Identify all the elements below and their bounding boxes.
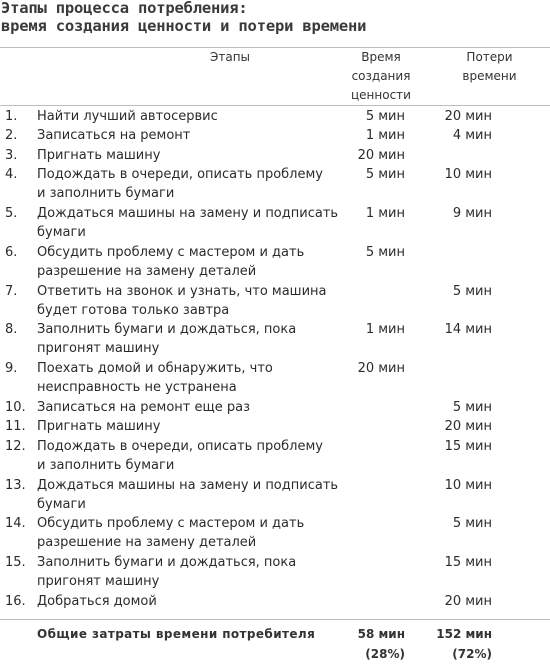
row-stage bbox=[37, 320, 342, 358]
row-stage-line: Поехать домой и обнаружить, что bbox=[37, 361, 273, 376]
total-rule bbox=[0, 619, 550, 620]
header-value-time bbox=[343, 48, 419, 105]
row-stage-line: пригонят машину bbox=[37, 574, 160, 589]
header-lost-time-line: Потери bbox=[466, 50, 513, 64]
row-stage bbox=[37, 553, 342, 591]
row-lost-time: 20 мин bbox=[444, 419, 492, 434]
row-value-time: 1 мин bbox=[365, 322, 405, 337]
row-stage bbox=[37, 476, 342, 514]
row-stage-line: Пригнать машину bbox=[37, 419, 161, 434]
row-number: 5. bbox=[5, 206, 18, 221]
row-number: 16. bbox=[5, 594, 26, 609]
row-stage bbox=[37, 204, 342, 242]
row-stage-line: Подождать в очереди, описать проблему bbox=[37, 167, 323, 182]
header-bottom-rule bbox=[0, 105, 550, 106]
row-number: 13. bbox=[5, 478, 26, 493]
row-lost-time: 9 мин bbox=[452, 206, 492, 221]
row-number: 4. bbox=[5, 167, 18, 182]
row-stage bbox=[37, 126, 342, 145]
row-stage-line: Заполнить бумаги и дождаться, пока bbox=[37, 555, 297, 570]
row-stage-line: разрешение на замену деталей bbox=[37, 535, 257, 550]
row-stage-line: неисправность не устранена bbox=[37, 380, 237, 395]
page-title bbox=[1, 0, 541, 35]
row-lost-time: 5 мин bbox=[452, 516, 492, 531]
row-stage-line: Заполнить бумаги и дождаться, пока bbox=[37, 322, 297, 337]
row-lost-time: 4 мин bbox=[452, 128, 492, 143]
row-lost-time: 15 мин bbox=[444, 555, 492, 570]
row-stage-line: будет готова только завтра bbox=[37, 303, 230, 318]
row-stage-line: разрешение на замену деталей bbox=[37, 264, 257, 279]
row-stage-line: Найти лучший автосервис bbox=[37, 109, 218, 124]
row-value-time: 20 мин bbox=[357, 361, 405, 376]
row-stage bbox=[37, 146, 342, 165]
row-stage-line: Обсудить проблему с мастером и дать bbox=[37, 245, 305, 260]
row-stage-line: Подождать в очереди, описать проблему bbox=[37, 439, 323, 454]
row-lost-time: 15 мин bbox=[444, 439, 492, 454]
row-stage bbox=[37, 398, 342, 417]
row-value-time: 5 мин bbox=[365, 245, 405, 260]
row-stage bbox=[37, 437, 342, 475]
row-number: 3. bbox=[5, 148, 18, 163]
header-value-time-line: Время bbox=[361, 50, 401, 64]
header-lost-time bbox=[452, 48, 527, 86]
row-number: 15. bbox=[5, 555, 26, 570]
row-stage-line: и заполнить бумаги bbox=[37, 458, 175, 473]
row-value-time: 5 мин bbox=[365, 167, 405, 182]
row-stage bbox=[37, 417, 342, 436]
row-stage bbox=[37, 107, 342, 126]
total-label: Общие затраты времени потребителя bbox=[37, 627, 316, 641]
total-value-percent: (28%) bbox=[365, 647, 405, 661]
row-lost-time: 5 мин bbox=[452, 284, 492, 299]
row-stage bbox=[37, 165, 342, 203]
row-stage-line: бумаги bbox=[37, 225, 86, 240]
row-lost-time: 20 мин bbox=[444, 594, 492, 609]
row-stage-line: Обсудить проблему с мастером и дать bbox=[37, 516, 305, 531]
row-value-time: 1 мин bbox=[365, 128, 405, 143]
row-number: 12. bbox=[5, 439, 26, 454]
header-lost-time-line: времени bbox=[462, 69, 517, 83]
row-stage-line: и заполнить бумаги bbox=[37, 186, 175, 201]
row-number: 7. bbox=[5, 284, 18, 299]
row-stage bbox=[37, 592, 342, 611]
row-value-time: 1 мин bbox=[365, 206, 405, 221]
title-line-1: Этапы процесса потребления: bbox=[1, 0, 248, 17]
total-lost-time bbox=[436, 624, 492, 664]
row-number: 10. bbox=[5, 400, 26, 415]
row-stage bbox=[37, 514, 342, 552]
header-value-time-line: создания bbox=[351, 69, 411, 83]
total-value-minutes: 58 мин bbox=[357, 627, 405, 641]
row-stage bbox=[37, 359, 342, 397]
row-number: 1. bbox=[5, 109, 18, 124]
row-stage-line: Добраться домой bbox=[37, 594, 157, 609]
row-stage-line: Записаться на ремонт еще раз bbox=[37, 400, 251, 415]
header-value-time-line: ценности bbox=[351, 88, 411, 102]
row-stage bbox=[37, 282, 342, 320]
row-number: 8. bbox=[5, 322, 18, 337]
row-lost-time: 10 мин bbox=[444, 167, 492, 182]
total-lost-percent: (72%) bbox=[452, 647, 492, 661]
row-lost-time: 10 мин bbox=[444, 478, 492, 493]
row-stage-line: Записаться на ремонт bbox=[37, 128, 191, 143]
row-lost-time: 14 мин bbox=[444, 322, 492, 337]
row-number: 14. bbox=[5, 516, 26, 531]
row-lost-time: 20 мин bbox=[444, 109, 492, 124]
row-value-time: 20 мин bbox=[357, 148, 405, 163]
row-stage-line: бумаги bbox=[37, 497, 86, 512]
row-stage-line: пригонят машину bbox=[37, 341, 160, 356]
row-stage-line: Пригнать машину bbox=[37, 148, 161, 163]
row-stage-line: Дождаться машины на замену и подписать bbox=[37, 206, 339, 221]
total-lost-minutes: 152 мин bbox=[436, 627, 492, 641]
row-stage-line: Дождаться машины на замену и подписать bbox=[37, 478, 339, 493]
row-value-time: 5 мин bbox=[365, 109, 405, 124]
row-number: 11. bbox=[5, 419, 26, 434]
row-stage-line: Ответить на звонок и узнать, что машина bbox=[37, 284, 327, 299]
row-lost-time: 5 мин bbox=[452, 400, 492, 415]
row-number: 6. bbox=[5, 245, 18, 260]
header-stages: Этапы bbox=[209, 50, 251, 64]
row-number: 9. bbox=[5, 361, 18, 376]
row-stage bbox=[37, 243, 342, 281]
title-line-2: время создания ценности и потери времени bbox=[1, 17, 367, 35]
total-value-time bbox=[358, 624, 405, 664]
row-number: 2. bbox=[5, 128, 18, 143]
